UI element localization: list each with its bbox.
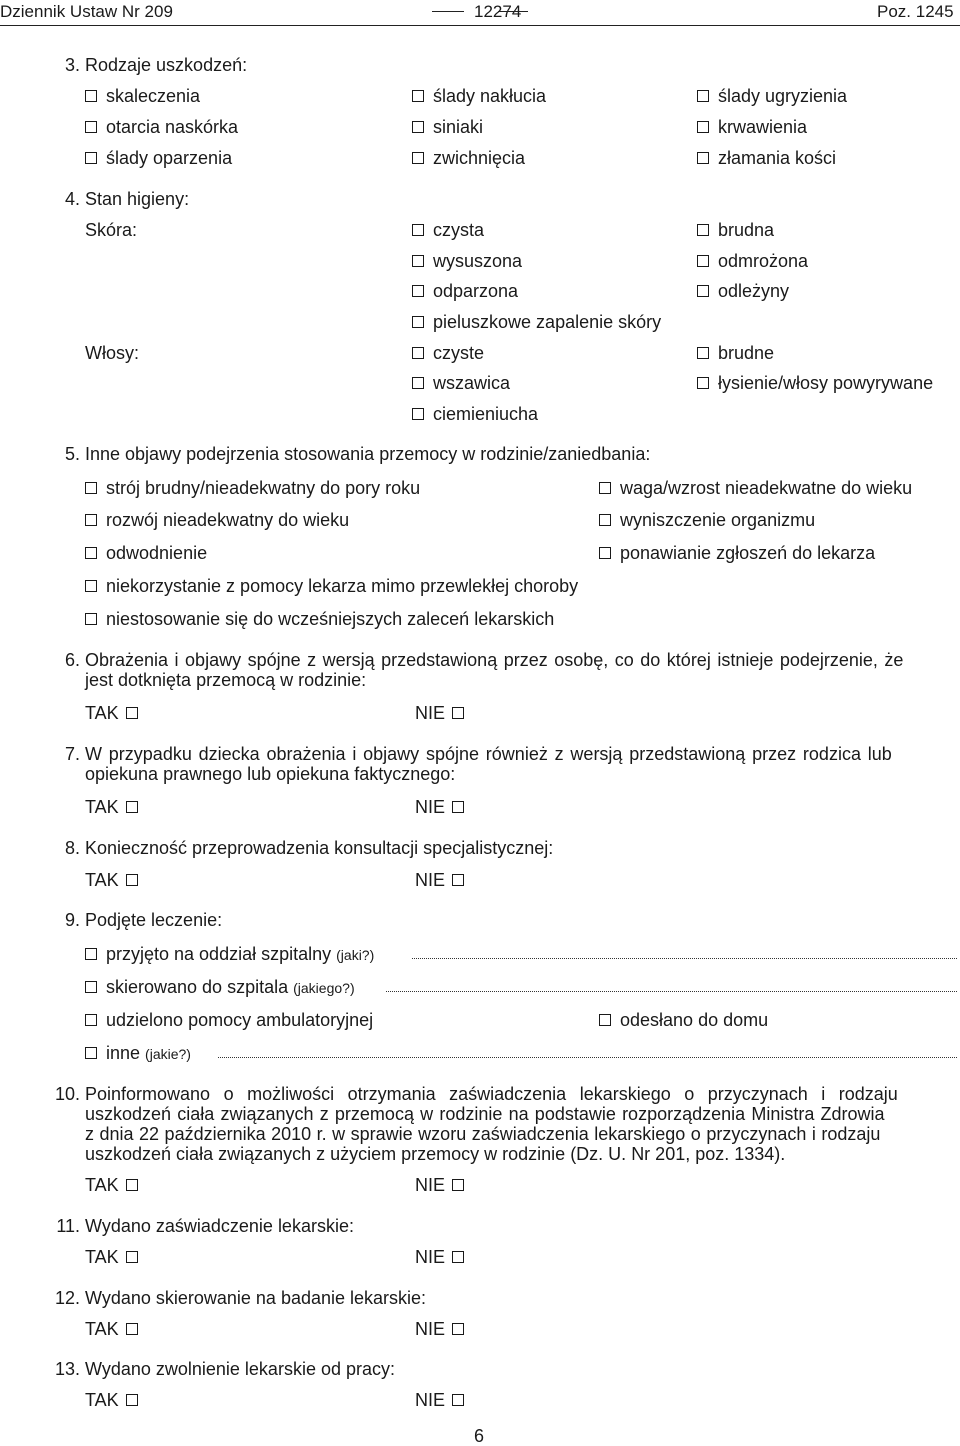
option-krwawienia[interactable]: krwawienia bbox=[697, 118, 807, 136]
s6-no-option[interactable]: NIE bbox=[415, 704, 464, 722]
option-skaleczenia[interactable]: skaleczenia bbox=[85, 87, 200, 105]
s10-yes-option[interactable]: TAK bbox=[85, 1176, 138, 1194]
s8-yes-option[interactable]: TAK bbox=[85, 871, 138, 889]
s10-text-line4: uszkodzeń ciała związanych z użyciem przemocy w rodzinie (Dz. U. Nr 201, poz. 1334). bbox=[85, 1144, 786, 1164]
checkbox-icon[interactable] bbox=[412, 255, 424, 267]
option-slady-oparzenia[interactable]: ślady oparzenia bbox=[85, 149, 232, 167]
s9-number: 9. bbox=[64, 910, 80, 930]
fill-line-jakie[interactable] bbox=[218, 1057, 957, 1058]
option-skin-pieluszkowe[interactable]: pieluszkowe zapalenie skóry bbox=[412, 313, 661, 331]
s8-no-option[interactable]: NIE bbox=[415, 871, 464, 889]
option-rozwoj[interactable]: rozwój nieadekwatny do wieku bbox=[85, 511, 349, 529]
checkbox-icon[interactable] bbox=[697, 347, 709, 359]
checkbox-icon[interactable] bbox=[126, 707, 138, 719]
fill-line-jakiego[interactable] bbox=[386, 991, 957, 992]
journal-page-number: 12274 bbox=[474, 2, 522, 21]
option-waga[interactable]: waga/wzrost nieadekwatne do wieku bbox=[599, 479, 912, 497]
option-zwichniecia[interactable]: zwichnięcia bbox=[412, 149, 525, 167]
skin-label: Skóra: bbox=[85, 220, 138, 240]
checkbox-icon[interactable] bbox=[697, 377, 709, 389]
s7-number: 7. bbox=[64, 744, 80, 764]
option-skin-odmrozona[interactable]: odmrożona bbox=[697, 252, 808, 270]
checkbox-icon[interactable] bbox=[85, 514, 97, 526]
option-skin-wysuszona[interactable]: wysuszona bbox=[412, 252, 522, 270]
checkbox-icon[interactable] bbox=[599, 482, 611, 494]
s12-no-option[interactable]: NIE bbox=[415, 1320, 464, 1338]
checkbox-icon[interactable] bbox=[599, 514, 611, 526]
option-zlamania-kosci[interactable]: złamania kości bbox=[697, 149, 836, 167]
checkbox-icon[interactable] bbox=[85, 90, 97, 102]
s4-number: 4. bbox=[64, 189, 80, 209]
option-skin-czysta[interactable]: czysta bbox=[412, 221, 484, 239]
s13-no-option[interactable]: NIE bbox=[415, 1391, 464, 1409]
option-skin-odparzona[interactable]: odparzona bbox=[412, 282, 518, 300]
option-inne[interactable]: inne (jakie?) bbox=[85, 1044, 191, 1062]
checkbox-icon[interactable] bbox=[452, 1394, 464, 1406]
option-stroj[interactable]: strój brudny/nieadekwatny do pory roku bbox=[85, 479, 420, 497]
hint-jakie: (jakie?) bbox=[145, 1046, 191, 1062]
option-hair-lysienie[interactable]: łysienie/włosy powyrywane bbox=[697, 374, 933, 392]
s10-text-line3: z dnia 22 października 2010 r. w sprawie wzoru zaświadczenia lekarskiego o przyczynach i rodzaju bbox=[85, 1124, 881, 1144]
checkbox-icon[interactable] bbox=[126, 874, 138, 886]
checkbox-icon[interactable] bbox=[452, 874, 464, 886]
position-number: Poz. 1245 bbox=[877, 2, 954, 21]
option-ambulatoryjnej[interactable]: udzielono pomocy ambulatoryjnej bbox=[85, 1011, 373, 1029]
hair-label: Włosy: bbox=[85, 343, 139, 363]
option-niekorzystanie[interactable]: niekorzystanie z pomocy lekarza mimo przewlekłej choroby bbox=[85, 577, 578, 595]
s13-number: 13. bbox=[54, 1359, 80, 1379]
checkbox-icon[interactable] bbox=[697, 121, 709, 133]
s8-number: 8. bbox=[64, 838, 80, 858]
s6-text-line2: jest dotknięta przemocą w rodzinie: bbox=[85, 670, 367, 690]
checkbox-icon[interactable] bbox=[126, 1251, 138, 1263]
checkbox-icon[interactable] bbox=[126, 801, 138, 813]
s11-no-option[interactable]: NIE bbox=[415, 1248, 464, 1266]
s7-no-option[interactable]: NIE bbox=[415, 798, 464, 816]
option-skin-brudna[interactable]: brudna bbox=[697, 221, 774, 239]
s10-number: 10. bbox=[54, 1084, 80, 1104]
checkbox-icon[interactable] bbox=[85, 580, 97, 592]
s8-title: Konieczność przeprowadzenia konsultacji specjalistycznej: bbox=[85, 838, 554, 858]
s10-text-line1: Poinformowano o możliwości otrzymania zaświadczenia lekarskiego o przyczynach i rodzaju bbox=[85, 1084, 898, 1104]
s12-yes-option[interactable]: TAK bbox=[85, 1320, 138, 1338]
s4-title: Stan higieny: bbox=[85, 189, 190, 209]
checkbox-icon[interactable] bbox=[85, 121, 97, 133]
fill-line-jaki[interactable] bbox=[412, 958, 957, 959]
s11-yes-option[interactable]: TAK bbox=[85, 1248, 138, 1266]
checkbox-icon[interactable] bbox=[697, 152, 709, 164]
option-wyniszczenie[interactable]: wyniszczenie organizmu bbox=[599, 511, 815, 529]
checkbox-icon[interactable] bbox=[85, 613, 97, 625]
s3-number: 3. bbox=[64, 55, 80, 75]
checkbox-icon[interactable] bbox=[697, 255, 709, 267]
s11-title: Wydano zaświadczenie lekarskie: bbox=[85, 1216, 354, 1236]
checkbox-icon[interactable] bbox=[697, 224, 709, 236]
option-slady-naklucia[interactable]: ślady nakłucia bbox=[412, 87, 546, 105]
s13-title: Wydano zwolnienie lekarskie od pracy: bbox=[85, 1359, 395, 1379]
option-slady-ugryzienia[interactable]: ślady ugryzienia bbox=[697, 87, 847, 105]
checkbox-icon[interactable] bbox=[85, 981, 97, 993]
checkbox-icon[interactable] bbox=[452, 1251, 464, 1263]
checkbox-icon[interactable] bbox=[412, 90, 424, 102]
checkbox-icon[interactable] bbox=[599, 547, 611, 559]
checkbox-icon[interactable] bbox=[85, 1014, 97, 1026]
s7-text-line2: opiekuna prawnego lub opiekuna faktycznego: bbox=[85, 764, 456, 784]
checkbox-icon[interactable] bbox=[85, 1047, 97, 1059]
option-niestosowanie[interactable]: niestosowanie się do wcześniejszych zaleceń lekarskich bbox=[85, 610, 554, 628]
s10-text-line2: uszkodzeń ciała związanych z przemocą w rodzinie na podstawie rozporządzenia Ministra Zdrowia bbox=[85, 1104, 885, 1124]
checkbox-icon[interactable] bbox=[412, 408, 424, 420]
checkbox-icon[interactable] bbox=[412, 152, 424, 164]
checkbox-icon[interactable] bbox=[412, 316, 424, 328]
s11-number: 11. bbox=[56, 1216, 80, 1236]
checkbox-icon[interactable] bbox=[85, 482, 97, 494]
option-ponawianie[interactable]: ponawianie zgłoszeń do lekarza bbox=[599, 544, 875, 562]
s12-title: Wydano skierowanie na badanie lekarskie: bbox=[85, 1288, 427, 1308]
checkbox-icon[interactable] bbox=[452, 1179, 464, 1191]
journal-title: Dziennik Ustaw Nr 209 bbox=[0, 2, 173, 21]
checkbox-icon[interactable] bbox=[412, 224, 424, 236]
checkbox-icon[interactable] bbox=[412, 377, 424, 389]
s12-number: 12. bbox=[54, 1288, 80, 1308]
checkbox-icon[interactable] bbox=[412, 121, 424, 133]
option-hair-wszawica[interactable]: wszawica bbox=[412, 374, 510, 392]
s10-no-option[interactable]: NIE bbox=[415, 1176, 464, 1194]
s6-number: 6. bbox=[64, 650, 80, 670]
option-siniaki[interactable]: siniaki bbox=[412, 118, 483, 136]
option-hair-czyste[interactable]: czyste bbox=[412, 344, 484, 362]
s9-title: Podjęte leczenie: bbox=[85, 910, 223, 930]
checkbox-icon[interactable] bbox=[697, 285, 709, 297]
option-otarcia-naskorka[interactable]: otarcia naskórka bbox=[85, 118, 238, 136]
option-hair-ciemieniucha[interactable]: ciemieniucha bbox=[412, 405, 538, 423]
option-przyjeto[interactable]: przyjęto na oddział szpitalny (jaki?) bbox=[85, 945, 374, 963]
checkbox-icon[interactable] bbox=[126, 1394, 138, 1406]
s6-yes-option[interactable]: TAK bbox=[85, 704, 138, 722]
checkbox-icon[interactable] bbox=[126, 1179, 138, 1191]
s7-yes-option[interactable]: TAK bbox=[85, 798, 138, 816]
checkbox-icon[interactable] bbox=[412, 285, 424, 297]
s5-title: Inne objawy podejrzenia stosowania przemocy w rodzinie/zaniedbania: bbox=[85, 444, 651, 464]
page-number: 6 bbox=[474, 1426, 485, 1446]
header-rule bbox=[0, 25, 960, 26]
s3-title: Rodzaje uszkodzeń: bbox=[85, 55, 248, 75]
s5-number: 5. bbox=[64, 444, 80, 464]
checkbox-icon[interactable] bbox=[452, 1323, 464, 1335]
hint-jaki: (jaki?) bbox=[336, 947, 375, 963]
checkbox-icon[interactable] bbox=[126, 1323, 138, 1335]
checkbox-icon[interactable] bbox=[452, 707, 464, 719]
option-skierowano[interactable]: skierowano do szpitala (jakiego?) bbox=[85, 978, 355, 996]
option-odeslano[interactable]: odesłano do domu bbox=[599, 1011, 768, 1029]
checkbox-icon[interactable] bbox=[85, 152, 97, 164]
checkbox-icon[interactable] bbox=[85, 948, 97, 960]
option-skin-odlezyny[interactable]: odleżyny bbox=[697, 282, 789, 300]
header-dash-left bbox=[432, 11, 464, 12]
header-dash-right bbox=[498, 11, 528, 12]
checkbox-icon[interactable] bbox=[452, 801, 464, 813]
s7-text-line1: W przypadku dziecka obrażenia i objawy spójne również z wersją przedstawioną przez rodzica lub bbox=[85, 744, 892, 764]
checkbox-icon[interactable] bbox=[697, 90, 709, 102]
checkbox-icon[interactable] bbox=[85, 547, 97, 559]
s6-text-line1: Obrażenia i objawy spójne z wersją przedstawioną przez osobę, co do której istnieje podejrzenie, że bbox=[85, 650, 904, 670]
hint-jakiego: (jakiego?) bbox=[293, 980, 355, 996]
checkbox-icon[interactable] bbox=[412, 347, 424, 359]
option-odwodnienie[interactable]: odwodnienie bbox=[85, 544, 207, 562]
s13-yes-option[interactable]: TAK bbox=[85, 1391, 138, 1409]
option-hair-brudne[interactable]: brudne bbox=[697, 344, 774, 362]
checkbox-icon[interactable] bbox=[599, 1014, 611, 1026]
